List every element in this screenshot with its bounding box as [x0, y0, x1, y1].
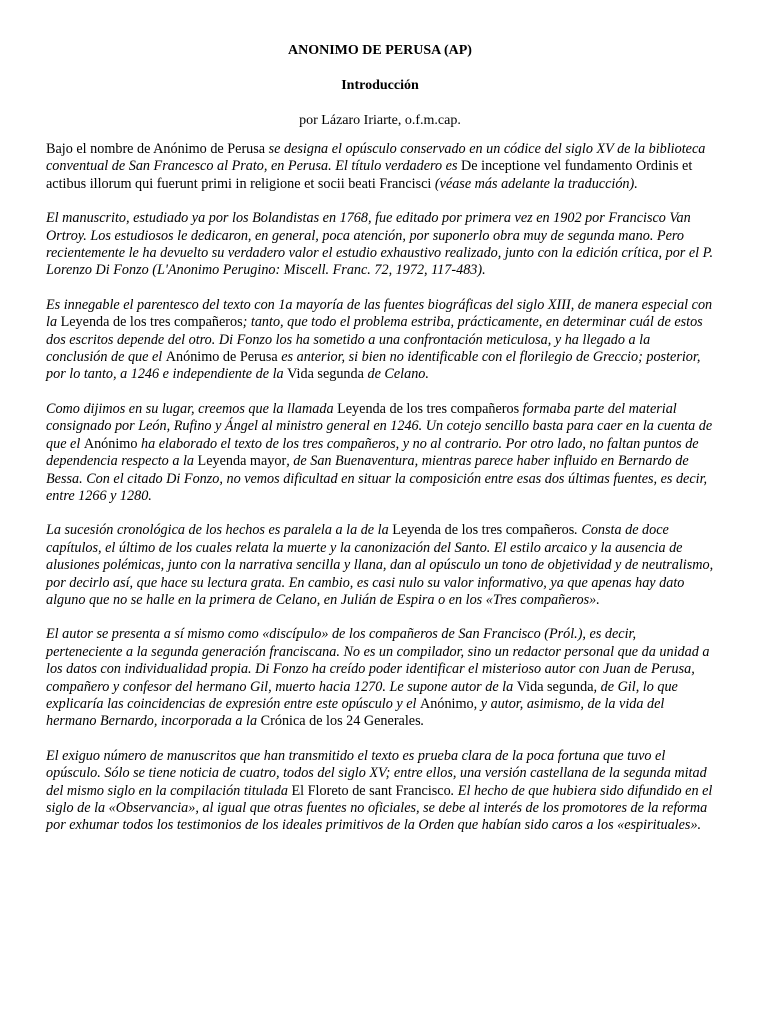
italic-text-run: ha elaborado el texto de los tres compañeros, y no al contrario. Por otro lado, no faltan puntos de dependencia respecto a la [46, 435, 699, 470]
upright-text-run: Bajo el nombre de [46, 141, 154, 157]
upright-text-run: De inceptione vel fundamento Ordinis et actibus illorum qui fuerunt primi in religione et socii beati Francisci [46, 158, 693, 192]
italic-text-run: es anterior, si bien no identificable con el florilegio de Greccio; posterior, por lo tanto, a 1246 e independiente de la [46, 349, 701, 383]
upright-text-run: Anónimo [420, 695, 474, 712]
upright-text-run: Anónimo de Perusa [153, 141, 266, 157]
paragraph [46, 297, 714, 384]
italic-text-run: se designa el opúsculo conservado en un códice del siglo XV de la biblioteca conventual de San Francesco al Prato, en Perusa. El título verdadero es [46, 141, 706, 175]
italic-text-run: de Celano. [363, 366, 429, 383]
italic-text-run: (véase más adelante la traducción). [431, 175, 638, 192]
upright-text-run: Leyenda de los tres compañeros [337, 400, 520, 417]
upright-text-run: Crónica de los 24 Generales [260, 713, 421, 730]
italic-text-run: El exiguo número de manuscritos que han transmitido el texto es prueba clara de la poca fortuna que tuvo el opúsculo. Sólo se tiene noticia de cuatro, todos del siglo XV; entre ellos, una versión castellana de la segunda mitad del mismo siglo en la compilación titulada [46, 747, 707, 799]
upright-text-run: Leyenda de los tres compañeros [392, 522, 575, 539]
paragraph [46, 210, 714, 280]
italic-text-run: El manuscrito, estudiado ya por los Bolandistas en 1768, fue editado por primera vez en 1902 por Francisco Van Ortroy. Los estudiosos le dedicaron, en general, poca atención, por suponerlo obra muy de segunda mano. Pero recientemente le ha devuelto su verdadero valor el estudio exhaustivo realizado, junto con la edición crítica, por el P. Lorenzo Di Fonzo (L'Anonimo Perugino: Miscell. Franc. 72, 1972, 117-483). [46, 210, 714, 279]
upright-text-run: El Floreto de sant Francisco [291, 782, 451, 799]
document-body [46, 141, 714, 835]
upright-text-run: Leyenda de los tres compañeros [60, 314, 243, 331]
italic-text-run: Es innegable el parentesco del texto con 1a mayoría de las fuentes biográficas del siglo XIII, de manera especial con la [46, 296, 713, 331]
upright-text-run: Anónimo de Perusa [165, 349, 278, 366]
paragraph [46, 748, 714, 835]
italic-text-run: ; tanto, que todo el problema estriba, prácticamente, en determinar cuál de estos dos escritos depende del otro. Di Fonzo los ha sometido a una confrontación meticulosa, y ha llegado a la conclusión de que el [46, 314, 703, 366]
italic-text-run: , de San Buenaventura, mientras parece haber influido en Bernardo de Bessa. Con el citado Di Fonzo, no vemos dificultad en situar la composición entre esas dos últimas fuentes, es decir, entre 1266 y 1280. [46, 453, 708, 504]
italic-text-run: . El hecho de que hubiera sido difundido en el siglo de la «Observancia», al igual que otras fuentes no oficiales, se debe al interés de los promotores de la reforma por exhumar todos los testimonios de los ideales primitivos de la Orden que habían sido caros a los «espirituales». [46, 782, 713, 834]
paragraph [46, 141, 714, 193]
italic-text-run: Como dijimos en su lugar, creemos que la llamada [46, 400, 338, 417]
upright-text-run: Vida segunda [287, 366, 364, 383]
italic-text-run: , y autor, asimismo, de la vida del hermano Bernardo, incorporada a la [46, 695, 665, 730]
section-heading: Introducción [341, 78, 419, 93]
italic-text-run: El autor se presenta a sí mismo como «discípulo» de los compañeros de San Francisco (Pról.), es decir, perteneciente a la segunda generación franciscana. No es un compilador, sino un redactor personal que da unidad a los datos con individualidad propia. Di Fonzo ha creído poder identificar el misterioso autor con Juan de Perusa, compañero y confesor del hermano Gil, muerto hacia 1270. Le supone autor de la [46, 626, 710, 695]
italic-text-run: , de Gil, lo que explicaría las coincidencias de expresión entre este opúsculo y el [46, 678, 678, 712]
author-line: por Lázaro Iriarte, o.f.m.cap. [299, 113, 461, 128]
italic-text-run: formaba parte del material consignado por León, Rufino y Ángel al ministro general en 1246. Un cotejo sencillo basta para caer en la cuenta de que el [46, 400, 713, 452]
paragraph [46, 626, 714, 730]
upright-text-run: Anónimo [83, 435, 138, 452]
italic-text-run: La sucesión cronológica de los hechos es paralela a la de la [46, 522, 393, 539]
upright-text-run: Leyenda mayor [197, 453, 287, 470]
upright-text-run: Vida segunda [516, 678, 594, 695]
document-title: ANONIMO DE PERUSA (AP) [288, 43, 472, 58]
paragraph [46, 401, 714, 505]
italic-text-run: . [420, 713, 425, 730]
paragraph [46, 522, 714, 609]
italic-text-run: . Consta de doce capítulos, el último de los cuales relata la muerte y la canonización del Santo. El estilo arcaico y la ausencia de alusiones polémicas, junto con la narrativa sencilla y llana, dan al opúsculo un tono de objetividad y de neutralismo, por decirlo así, que hace su lectura grata. En cambio, es casi nulo su valor informativo, ya que apenas hay dato alguno que no se halle en la primera de Celano, en Julián de Espira o en los «Tres compañeros». [46, 522, 714, 608]
